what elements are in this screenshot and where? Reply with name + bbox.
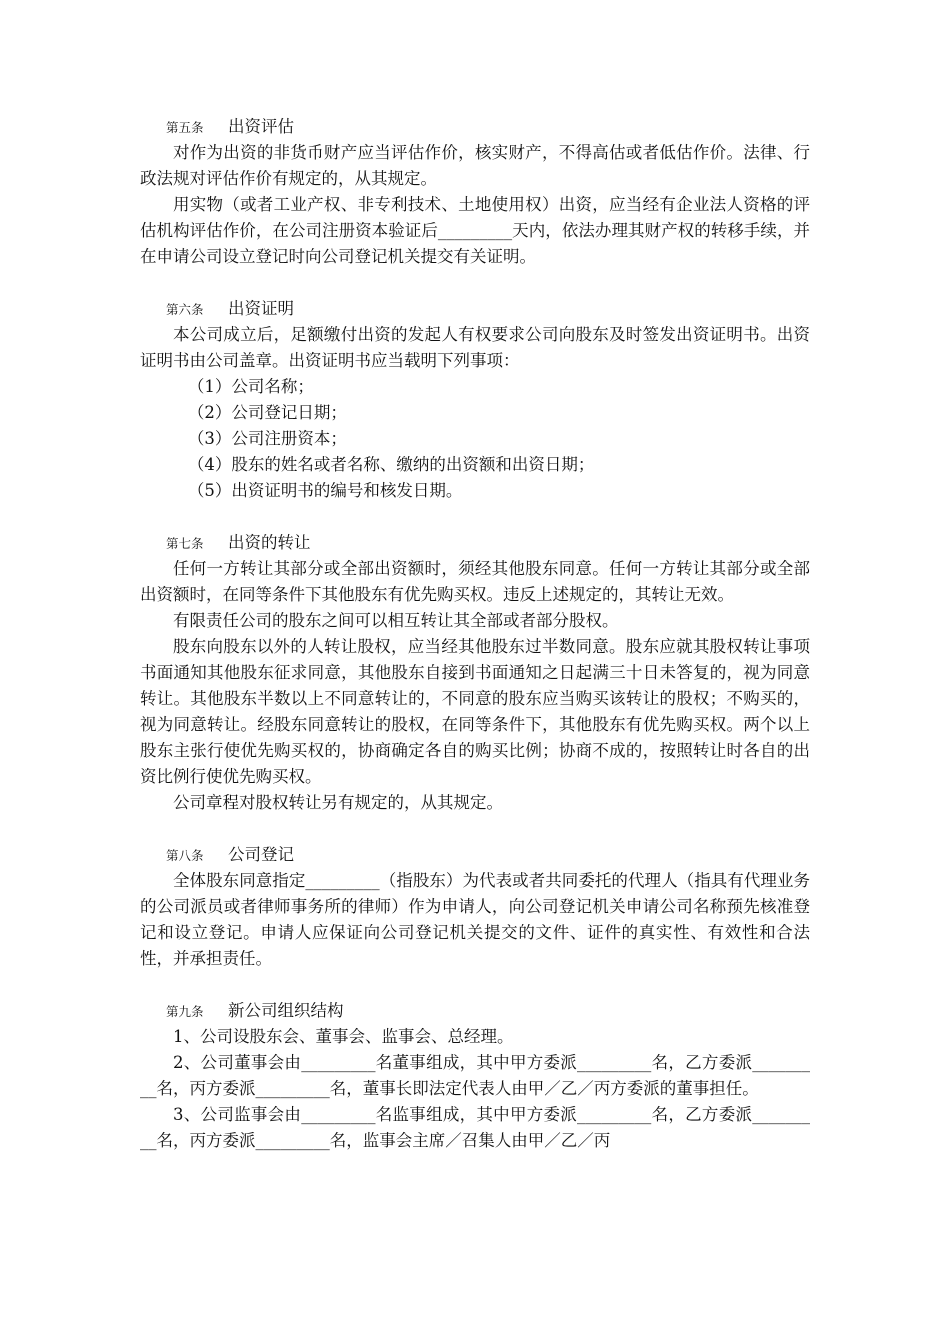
paragraph: 全体股东同意指定_________（指股东）为代表或者共同委托的代理人（指具有代理业务的公司派员或者律师事务所的律师）作为申请人，向公司登记机关申请公司名称预先核准登记和设立登记。申请人应保证向公司登记机关提交的文件、证件的真实性、有效性和合法性，并承担责任。 [140,871,810,968]
paragraph: 股东向股东以外的人转让股权，应当经其他股东过半数同意。股东应就其股权转让事项书面通知其他股东征求同意，其他股东自接到书面通知之日起满三十日未答复的，视为同意转让。其他股东半数以上不同意转让的，不同意的股东应当购买该转让的股权；不购买的，视为同意转让。经股东同意转让的股权，在同等条件下，其他股东有优先购买权。两个以上股东主张行使优先购买权的，协商确定各自的购买比例；协商不成的，按照转让时各自的出资比例行使优先购买权。 [140,637,810,786]
paragraph: 公司章程对股权转让另有规定的，从其规定。 [173,793,503,812]
paragraph: 任何一方转让其部分或全部出资额时，须经其他股东同意。任何一方转让其部分或全部出资额时，在同等条件下其他股东有优先购买权。违反上述规定的，其转让无效。 [140,559,810,604]
article-heading [140,530,810,556]
paragraph: 2、公司董事会由_________名董事组成，其中甲方委派_________名，乙方委派_________名，丙方委派_________名，董事长即法定代表人由甲／乙／丙方委派的董事担任。 [140,1053,810,1098]
article-6 [140,296,810,504]
list-item: （3）公司注册资本； [187,429,347,448]
list-item: （4）股东的姓名或者名称、缴纳的出资额和出资日期； [187,455,595,474]
article-9 [140,998,810,1154]
list-item: （2）公司登记日期； [187,403,347,422]
article-number: 第八条 [166,848,204,863]
article-title: 新公司组织结构 [228,1001,344,1020]
paragraph: 有限责任公司的股东之间可以相互转让其全部或者部分股权。 [173,611,619,630]
list-item: （1）公司名称； [187,377,314,396]
list-item: （5）出资证明书的编号和核发日期。 [187,481,463,500]
article-8 [140,842,810,972]
list-item: 1、公司设股东会、董事会、监事会、总经理。 [173,1027,514,1046]
article-title: 出资的转让 [228,533,311,552]
paragraph: 本公司成立后，足额缴付出资的发起人有权要求公司向股东及时签发出资证明书。出资证明书由公司盖章。出资证明书应当载明下列事项： [140,325,810,370]
article-number: 第七条 [166,536,204,551]
article-heading [140,114,810,140]
article-number: 第六条 [166,302,204,317]
article-7 [140,530,810,816]
paragraph: 对作为出资的非货币财产应当评估作价，核实财产，不得高估或者低估作价。法律、行政法规对评估作价有规定的，从其规定。 [140,143,810,188]
article-heading [140,998,810,1024]
article-title: 公司登记 [228,845,294,864]
paragraph: 3、公司监事会由_________名监事组成，其中甲方委派_________名，乙方委派_________名，丙方委派_________名，监事会主席／召集人由甲／乙／丙 [140,1105,810,1150]
article-heading [140,842,810,868]
article-heading [140,296,810,322]
article-title: 出资评估 [228,117,294,136]
article-5 [140,114,810,270]
article-number: 第九条 [166,1004,204,1019]
article-title: 出资证明 [228,299,294,318]
paragraph: 用实物（或者工业产权、非专利技术、土地使用权）出资，应当经有企业法人资格的评估机构评估作价，在公司注册资本验证后_________天内，依法办理其财产权的转移手续，并在申请公司设立登记时向公司登记机关提交有关证明。 [140,195,810,266]
document-body [140,114,810,1154]
article-number: 第五条 [166,120,204,135]
